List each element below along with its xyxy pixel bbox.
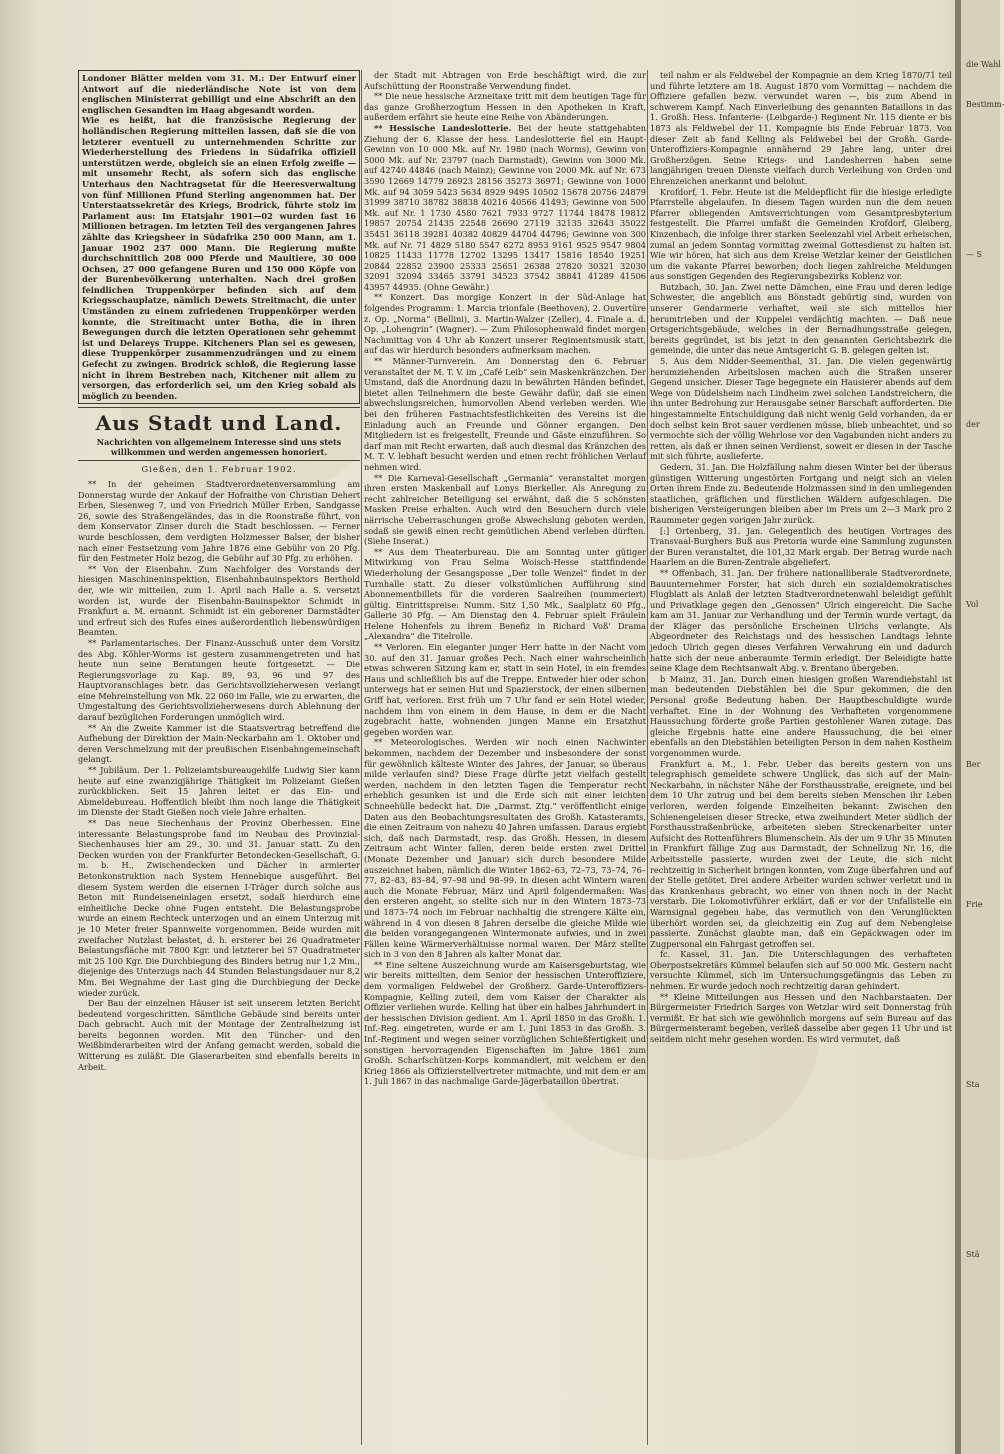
article-paragraph: fc. Kassel, 31. Jan. Die Unterschlagungen des verhafteten Oberpostsekretärs Kümmel belaufen sich auf 50 000 Mk. Gestern nacht versuchte Kümmel, sich im Untersuchungsgefängnis das Leben zu nehmen. Er wurde jedoch noch rechtzeitig daran gehindert. [650,949,952,992]
binding-gutter [955,0,961,1454]
article-paragraph: ** Parlamentarisches. Der Finanz-Ausschuß unter dem Vorsitz des Abg. Köhler-Worms ist gestern zusammengetreten und hat heute nun seine Beratungen heute fortgesetzt. — Die Regierungsvorlage zu Kap. 89, 93, 96 und 97 des Hauptvoranschlages betr. das Gerichtsvollzieherwesen verlangt eine Mehreinstellung von Mk. 22 060 im Falle, wie zu erwarten, die Umgestaltung des Gerichtsvollzieherwesens durch Ablehnung der darauf bezüglichen Forderungen unmöglich wird. [78,637,360,723]
dateline: Gießen, den 1. Februar 1902. [141,465,297,476]
news-box-london [78,70,360,404]
article-paragraph: ** An die Zweite Kammer ist die Staatsvertrag betreffend die Aufhebung der Direktion der Main-Neckarbahn am 1. Oktober und deren Verschmelzung mit der preußischen Eisenbahngemeinschaft gelangt. [78,722,360,765]
article-paragraph: Frankfurt a. M., 1. Febr. Ueber das bereits gestern von uns telegraphisch gemeldete schwere Unglück, das sich auf der Main-Neckarbahn, in nächster Nähe der Forsthausstraße, ereignete, und bei dem 10 Uhr zutrug und bei dem bereits sieben Menschen ihr Leben verloren, werden folgende Einzelheiten bekannt: Zwischen den Schienengeleisen dieser Strecke, etwa zweihundert Meter südlich der Forsthausstraßenbrücke, arbeiteten sieben Streckenarbeiter unter Aufsicht des Rottenführers Blumenschein. Als der um 9 Uhr 35 Minuten in Frankfurt fällige Zug aus Darmstadt, der Schnellzug Nr. 16, die Arbeitsstelle passierte, wurden zwei der Leute, die sich nicht rechtzeitig in Sicherheit bringen konnten, vom Zuge überfahren und auf der Stelle getötet. Drei andere Arbeiter wurden schwer verletzt und in das Krankenhaus gebracht, wo einer von ihnen noch in der Nacht verstarb. Die Lokomotivführer erklärt, daß er vor der Unfallstelle ein Warnsignal gegeben habe, das vermutlich von den Verunglückten überhört worden sei, da gleichzeitig ein Zug auf dem Nebengleise passierte. Zunächst glaubte man, daß ein Gepäckwagen oder im Zugpersonal ein Fahrgast getroffen sei. [650,758,952,949]
article-paragraph: ** Das neue Siechenhaus der Provinz Oberhessen. Eine interessante Belastungsprobe fand im Neubau des Provinzial-Siechenhauses hier am 29., 30. und 31. Januar statt. Zu den Decken wurden von der Frankfurter Betondecken-Gesellschaft, G. m. b. H., Zwischendecken und Dächer in armierter Betonkonstruktion nach System Hennebique ausgeführt. Bei diesem System werden die eisernen I-Träger durch solche aus Beton mit Rundeiseneinlagen ersetzt, sodaß hierdurch eine einheitliche Decke ohne Fugen entsteht. Die Belastungsprobe wurde an einem Rechteck unterzogen und an einem Unterzug mit je 10 Meter freier Spannweite vorgenommen. Beide wurden mit zweifacher Nutzlast belastet, d. h. ersterer bei 26 Quadratmeter Belastungsfläche mit 7800 Kgr. und letzterer bei 57 Quadratmeter mit 25 100 Kgr. Die Durchbiegung des Binders betrug nur 1,2 Mm., diejenige des Unterzugs nach 44 Stunden Belastungsdauer nur 8,2 Mm. Bei Wegnahme der Last ging die Durchbiegung der Decke wieder zurück. [78,818,360,998]
column-3 [650,70,952,1450]
lottery-results [364,123,646,293]
article-paragraph: ** Männer-Turnverein. Am Donnerstag den 6. Februar veranstaltet der M. T. V. im „Café Leib“ sein Maskenkränzchen. Der Umstand, daß die Anordnung dazu in bewährten Händen befindet, bietet allen Teilnehmern die beste Gewähr dafür, daß sie einen abwechslungsreichen, humorvollen Abend verleben werden. Wie bei den früheren Fastnachtsfestlichkeiten des Vereins ist die Einladung auch an Freunde und Gönner ergangen. Den Mitgliedern ist es freigestellt, Freunde und Gäste einzuführen. So darf man mit Recht erwarten, daß auch diesmal das Kränzchen des M. T. V. lebhaft besucht werden und einen recht fröhlichen Verlauf nehmen wird. [364,356,646,472]
article-paragraph: ** Eine seltene Auszeichnung wurde am Kaisersgeburtstag, wie wir bereits mitteilten, dem Senior der hessischen Unteroffiziere, dem vormaligen Feldwebel der Großherz. Garde-Unteroffiziers-Kompagnie, Kelling zuteil, dem vom Kaiser der Charakter als Offizier verliehen wurde. Kelling hat über ein halbes Jahrhundert in der hessischen Division gedient. Am 1. April 1850 in das Großh. 1. Inf.-Reg. eingetreten, wurde er am 1. Juni 1853 in das Großh. 3. Inf.-Regiment und wegen seiner vorzüglichen Schießfertigkeit und sonstigen hervorragenden Eigenschaften im Jahre 1861 zum Großh. Scharfschützen-Korps kommandiert, mit welchem er den Krieg 1866 als Offizierstellvertreter mitmachte, und mit dem er am 1. Juli 1867 in das nachmalige Garde-Jägerbataillon übertrat. [364,959,646,1087]
article-paragraph: [:] Ortenberg, 31. Jan. Gelegentlich des heutigen Vortrages des Transvaal-Burghers Buß aus Pretoria wurde eine Sammlung zugunsten der Buren veranstaltet, die 101,32 Mark ergab. Der Betrag wurde nach Haarlem an die Buren-Zentrale abgeliefert. [650,525,952,568]
edge-fragment: Bestimm- [966,100,1004,109]
divider [78,460,360,461]
article-paragraph: 5. Aus dem Nidder-Seementhal, 31. Jan. Die vielen gegenwärtig herumziehenden Arbeitslosen machen auch die Straßen unserer Gegend unsicher. Dieser Tage begegnete ein Hausierer abends auf dem Wege von Düdelsheim nach Lindheim zwei solchen Landstreichern, die ihn unter Bedrohung zur Herausgabe seiner Barschaft aufforderten. Die hingestammelte Entschuldigung daß nicht wenig Geld vorhanden, da er doch selbst kein Brot sauer verdienen müsse, blieb unbeachtet, und so vermochte sich der völlig Wehrlose vor den Vagabunden nicht anders zu retten, als daß er ihnen seinen Verdienst, soweit er diesen in der Tasche mit sich führte, auslieferte. [650,356,952,462]
box-paragraph-1: Londoner Blätter melden vom 31. M.: Der Entwurf einer Antwort auf die niederländische Note ist von dem englischen Ministerrat gebilligt und eine Abschrift an den englischen Gesandten im Haag abgesandt worden. [82,73,356,115]
article-paragraph: Der Bau der einzelnen Häuser ist seit unserem letzten Bericht bedeutend vorgeschritten. Sämtliche Gebäude sind bereits unter Dach gebracht. Auch mit der Montage der Zentralheizung ist bereits begonnen worden. Mit den Tüncher- und den Weißbinderarbeiten wird der Anfang gemacht werden, sobald die Witterung es zuläßt. Die Glaserarbeiten sind ebenfalls bereits in Arbeit. [78,998,360,1072]
edge-fragment: Frie [966,900,983,909]
section-title: Aus Stadt und Land. [95,411,343,436]
column-2 [364,70,646,1450]
section-subtitle: Nachrichten von allgemeinem Interesse sind uns stets willkommen und werden angemessen honoriert. [96,437,342,458]
edge-fragment: Stä [966,1250,980,1259]
article-paragraph: Butzbach, 30. Jan. Zwei nette Dämchen, eine Frau und deren ledige Schwester, die angeblich aus Bönstadt gebürtig sind, wurden von unserer Gendarmerie verhaftet, weil sie sich mittellos hier herumtrieben und der Kuppelei verdächtig machten. — Daß neue Ortsgerichtsgebäude, welches in der Bernadhungsstraße gelegen, bereits gegründet, ist bis jetzt in den genannten Gerichtsbezirk die gemeinde, die unter das neue Amtsgericht G. B. gelegen gelten ist. [650,281,952,356]
lottery-numbers: Bei der heute stattgehabten Ziehung der 6. Klasse der hess. Landeslotterie fiel ein Haupt-Gewinn von 10 000 Mk. auf Nr. 1980 (nach Worms), Gewinn von 5000 Mk. auf Nr. 23797 (nach Darmstadt), Gewinn von 3000 Mk. auf 42740 44846 (nach Mainz); Gewinne von 2000 Mk. auf Nr. 673 3590 12669 14779 26923 28156 35273 36971; Gewinne von 1000 Mk. auf 94 3059 5423 5634 8929 9495 10502 15678 20756 24879 31999 38710 38782 38838 40216 40566 41493; Gewinne von 500 Mk. auf Nr. 1 1730 4580 7621 7933 9727 11744 18478 19812 19857 20754 21435 22548 26690 27119 32135 32643 35022 35451 36118 39281 40382 40829 44704 44796; Gewinne von 300 Mk. auf Nr. 71 4829 5180 5547 6272 8953 9161 9525 9547 9804 10825 11433 11778 12702 13295 13417 15816 18540 19251 20844 22852 23900 25333 25651 26388 27820 30321 32030 32091 32094 33465 33791 34523 37542 38841 41289 41506 43957 44935. (Ohne Gewähr.) [364,122,646,292]
edge-fragment: der [966,420,980,429]
column-rule [647,70,648,1445]
edge-fragment: Vol [966,600,979,609]
lottery-heading: ** Hessische Landeslotterie. [374,122,512,133]
article-paragraph: ** Die Karneval-Gesellschaft „Germania“ veranstaltet morgen ihren ersten Maskenball auf Lonys Bierkeller. Als Anregung zu recht zahlreicher Beteiligung sei erwähnt, daß die 5 schönsten Masken Preise erhalten. Auch wird den Besuchern durch viele närrische Ueberraschungen große Abwechslung geboten werden, sodaß sie gewiß einen recht gemütlichen Abend verleben dürften. (Siehe Inserat.) [364,472,646,547]
edge-fragment: — S [966,250,983,259]
adjacent-page-edge [962,0,1004,1454]
edge-fragment: Ber [966,760,981,769]
article-paragraph: Gedern, 31. Jan. Die Holzfällung nahm diesen Winter bei der überaus günstigen Witterung ungestörten Fortgang und neigt sich an vielen Orten ihrem Ende zu. Bedeutende Holzmassen sind in den umliegenden staatlichen, gräflichen und fürstlichen Wäldern aufgeschlagen. Die bisherigen Versteigerungen bleiben aber im Preis um 2—3 Mark pro 2 Raummeter gegen vorigen Jahr zurück. [650,461,952,525]
article-paragraph: ** Verloren. Ein eleganter junger Herr hatte in der Nacht vom 30. auf den 31. Januar großes Pech. Nach einer wahrscheinlich etwas schweren Sitzung kam er, statt in sein Hotel, in ein fremdes Haus und schließlich bis auf die Treppe. Entweder hier oder schon unterwegs hat er seinen Hut und Spazierstock, der einen silbernen Griff hat, verloren. Erst früh um 7 Uhr fand er sein Hotel wieder, nachdem ihm von einem in dem Hause, in dem er die Nacht zugebracht hatte, wohnenden jungen Manne ein Ersatzhut gegeben worden war. [364,642,646,737]
article-paragraph: ** In der geheimen Stadtverordnetenversammlung am Donnerstag wurde der Ankauf der Hofraithe von Christian Dehert Erben, Siesenweg 7, und von Friedrich Müller Erben, Sandgasse 26, sowie des Straßengeländes, das in die Roonstraße führt, von dem Konservator Zinser durch die Stadt beschlossen. — Ferner wurde beschlossen, dem verdigten Holzmesser Balser, der bisher nach einer Festsetzung vom Jahre 1876 eine Gebühr von 20 Pfg. für den Festmeter Holz bezog, die Gebühr auf 30 Pfg. zu erhöhen. [78,479,360,564]
article-paragraph: ** Offenbach, 31. Jan. Der frühere nationalliberale Stadtverordnete, Bauunternehmer Forster, hat sich durch ein sozialdemokratisches Flugblatt als Anlaß der letzten Stadtverordnetenwahl beleidigt gefühlt und Privatklage gegen den „Genossen“ Ulrich eingereicht. Die Sache kam am 31. Januar zur Verhandlung und der Termin wurde vertagt, da der Kläger das persönliche Erscheinen Ulrichs verlangte. Als Abgeordneter des Reichstags und des hessischen Landtags lehnte jedoch Ulrich gegen dieses Verfahren Verwahrung ein und dadurch hatte sich der neue anberaumte Termin erledigt. Der Beleidigte hatte seine Klage dem Rechtsanwalt Abg. v. Brentano übergeben. [650,567,952,674]
column-1 [78,70,360,1445]
article-paragraph: b Mainz, 31. Jan. Durch einen hiesigen großen Warendiebstahl ist man bedeutenden Diebstählen bei die Spur gekommen, die den Personal große Bedeutung haben. Der Hauptbeschuldigte wurde verhaftet. Eine in der Wohnung des Verhafteten vorgenommene Haussuchung förderte große Partien gestohlener Waren zutage. Das gleiche Ergebnis hatte eine andere Haussuchung, die bei einer ebenfalls an den Diebstählen beteiligten Person in dem nahen Kostheim vorgenommen wurde. [650,673,952,758]
article-paragraph: Krofdorf, 1. Febr. Heute ist die Meldepflicht für die hiesige erledigte Pfarrstelle abgelaufen. In diesem Tagen wurden nun die dem neuen Pfarrer obliegenden Amtsverrichtungen vom Gesamtpresbyterium festgestellt. Die Pfarrei umfaßt die Gemeinden Krofdorf, Gleiberg, Kinzenbach, die infolge ihrer starken Seelenzahl viel Arbeit erheischen, zumal an jedem Sonntag vormittag zweimal Gottesdienst zu halten ist. Wie wir hören, hat sich aus dem Kreise Wetzlar keiner der Geistlichen um die vakante Pfarrei beworben; doch liegen zahlreiche Meldungen aus sonstigen Gegenden des Regierungsbezirks Koblenz vor. [650,186,952,282]
article-paragraph: ** Die neue hessische Arzneitaxe tritt mit dem heutigen Tage für das ganze Großherzogtum Hessen in den Apotheken in Kraft, außerdem erfährt sie heute eine Reihe von Abänderungen. [364,91,646,123]
article-paragraph: ** Jubiläum. Der 1. Polizeiamtsbureaugehilfe Ludwig Sier kann heute auf eine zwanzigjährige Thätigkeit im Polizeiamt Gießen zurückblicken. Seit 15 Jahren leitet er das Ein- und Abmeldebureau. Hoffentlich bleibt ihm noch lange die Thätigkeit im Dienste der Stadt Gießen noch viele Jahre erhalten. [78,765,360,818]
divider [78,407,360,408]
edge-fragment: Sta [966,1080,980,1089]
edge-fragment: die Wahl [966,60,1001,69]
article-paragraph: ** Konzert. Das morgige Konzert in der Süd-Anlage hat folgendes Programm: 1. Marcia trionfale (Beethoven), 2. Ouvertüre z. Op. „Norma“ (Bellini), 3. Martin-Walzer (Zeller), 4. Finale a. d. Op. „Lohengrin“ (Wagner). — Zum Philosophenwald findet morgen Nachmittag von 4 Uhr ab Konzert unserer Regimentsmusik statt, auf das wir hierdurch besonders aufmerksam machen. [364,292,646,356]
article-paragraph: ** Aus dem Theaterbureau. Die am Sonntag unter gütiger Mitwirkung von Frau Selma Woisch-Hesse stattfindende Wiederholung der Gesangsposse „Der tolle Wenzel“ findet in der Turnhalle statt. Zu dieser volkstümlichen Aufführung sind Abonnementbillets für die vorderen Saalreihen (nummeriert) gültig. Eintrittspreise: Numm. Sitz 1,50 Mk., Saalplatz 60 Pfg., Gallerie 30 Pfg. — Am Dienstag den 4. Februar spielt Fräulein Helene Hohenfels zu ihrem Benefiz in Richard Voß' Drama „Alexandra“ die Titelrolle. [364,546,646,642]
article-paragraph: ** Kleine Mitteilungen aus Hessen und den Nachbarstaaten. Der Bürgermeister Friedrich Sarges von Wetzlar wird seit Donnerstag früh vermißt. Er hat sich wie gewöhnlich morgens auf sein Bureau auf das Bürgermeisteramt begeben, verließ dasselbe aber gegen 11 Uhr und ist seitdem nicht mehr gesehen worden. Es wird vermutet, daß [650,991,952,1045]
box-paragraph-2: Wie es heißt, hat die französische Regierung der holländischen Regierung mitteilen lassen, daß sie die von letzterer eventuell zu unternehmenden Schritte zur Wiederherstellung des Friedens in Südafrika offiziell unterstützen werde, obgleich sie an einen Erfolg zweifle — mit unsomehr Recht, als sofern sich das englische Unterhaus den Nachtragsetat für die Heeresverwaltung von fünf Millionen Pfund Sterling angenommen hat. Der Unterstaatssekretär des Kriegs, Brodrick, führte stolz im Parlament aus: Im Etatsjahr 1901—02 wurden fast 16 Millionen betragen. Im letzten Teil des vergangenen Jahres zählte das Kriegsheer in Südafrika 250 000 Mann, am 1. Januar 1902 237 000 Mann. Die Regierung mußte durchschnittlich 208 000 Pferde und Maultiere, 30 000 Ochsen, 27 000 gefangene Buren und 150 000 Köpfe von der Burenbevölkerung unterhalten. Nach drei großen feindlichen Truppenkörper befinden sich auf dem Kriegsschauplatze, nämlich Dewets Streitmacht, die unter Umständen zu einem zufriedenen Truppenkörper werden konnte, die Streitmacht unter Botha, die in ihren Bewegungen durch die letzten Operationen sehr gehemmt ist und Delareys Truppe. Kitcheners Plan sei es gewesen, diese Truppenkörper zusammenzudrängen und zu einem Gefecht zu zwingen. Brodrick schloß, die Regierung lasse nicht in ihrem Bestreben nach, Kitchener mit allem zu versorgen, das erforderlich sei, um den Krieg sobald als möglich zu beenden. [82,115,356,401]
article-paragraph: teil nahm er als Feldwebel der Kompagnie an dem Krieg 1870/71 teil und führte letztere am 18. August 1870 vom Vormittag — nachdem die Offiziere gefallen bezw. verwundet waren —, bis zum Abend in schwerem Kampf. Nach Einverleibung des genannten Bataillons in das 1. Großh. Hess. Infanterie- (Leibgarde-) Regiment Nr. 115 diente er bis 1873 als Feldwebel der 11. Kompagnie bis Ende Februar 1873. Von dieser Zeit ab fand Kelling als Feldwebel bei der Großh. Garde-Unteroffiziers-Kompagnie annähernd 29 Jahre lang, unter drei Großherzögen. Seine Kriegs- und Landesherren haben seine langjährigen treuen Dienste vielfach durch Verleihung von Orden und Ehrenzeichen anerkannt und belohnt. [650,70,952,186]
article-paragraph: ** Meteorologisches. Werden wir noch einen Nachwinter bekommen, nachdem der Dezember und insbesondere der sonst für gewöhnlich kälteste Winter des Jahres, der Januar, so überaus milde verlaufen sind? Diese Frage dürfte jetzt vielfach gestellt werden, nachdem in den letzten Tagen die Temperatur recht erheblich gesunken ist und die Erde sich mit einer leichten Schneehülle bedeckt hat. Die „Darmst. Ztg.“ veröffentlicht einige Daten aus den Beobachtungsresultaten des Großh. Katasteramts, die einen Zeitraum von nahezu 40 Jahren umfassen. Daraus ergiebt sich, daß nach Darmstadt, resp. das Großh. Hessen, in diesem Zeitraum acht Winter fallen, deren beide ersten zwei Drittel (Monate Dezember und Januar) sich durch besondere Milde auszeichnet haben, nämlich die Winter 1862–63, 72–73, 73–74, 76–77, 82–83, 83–84, 97–98 und 98–99. In diesen acht Wintern waren auch die Monate Februar, März und April folgendermaßen: Was den ersteren angeht, so stellte sich nur in den Wintern 1873–73 und 1873–74 noch im Februar nachhaltig die strengere Kälte ein, während in 4 von diesen 8 Jahren derselbe die gleiche Milde wie die beiden vorangegangenen Wintermonate aufwies, und in zwei Fällen keine Wärmerverhältnisse normal waren. Der März stellte sich in 3 von den 8 Jahren als kalter Monat dar. [364,737,646,960]
column-rule [361,70,362,1445]
article-paragraph: ** Von der Eisenbahn. Zum Nachfolger des Vorstands der hiesigen Maschineninspektion, Eisenbahnbauinspektors Berthold der, wie wir mitteilen, zum 1. April nach Halle a. S. versetzt worden ist, wurde der Eisenbahn-Bauinspektor Schmidt in Frankfurt a. M. ernannt. Schmidt ist ein geborener Darmstädter und erfreut sich des Rufes eines außerordentlich liebenswürdigen Beamten. [78,563,360,638]
article-paragraph: der Stadt mit Abtragen von Erde beschäftigt wird, die zur Aufschüttung der Roonstraße Verwendung findet. [364,70,646,91]
